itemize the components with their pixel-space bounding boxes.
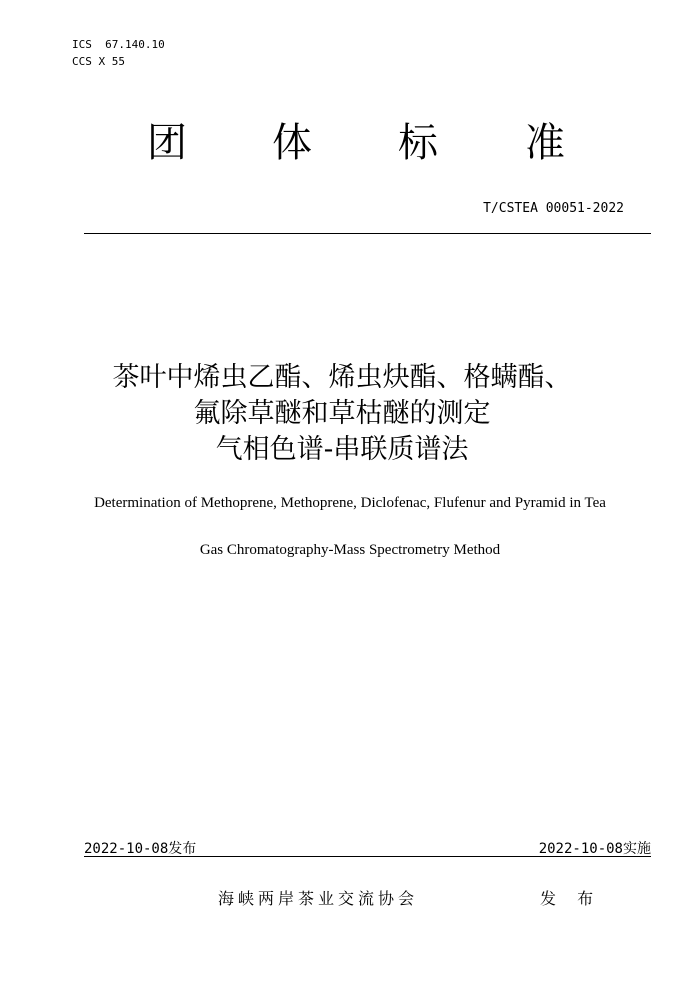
footer-divider [84,856,651,857]
standard-type-char: 标 [398,120,438,166]
publisher-name: 海峡两岸茶业交流协会 [218,889,419,908]
standard-type-char: 准 [525,120,565,166]
issue-date: 2022-10-08 [84,841,169,857]
implement-date: 2022-10-08 [538,841,623,857]
implement-date-block [539,838,651,858]
publish-label: 发 布 [540,889,602,908]
standard-type-char: 体 [272,120,312,166]
issue-label: 发布 [168,841,197,857]
title-line: 茶叶中烯虫乙酯、烯虫炔酯、格螨酯、 [112,362,572,393]
title-line: 气相色谱-串联质谱法 [215,434,469,465]
method-english: Gas Chromatography-Mass Spectrometry Method [199,542,501,558]
implement-label: 实施 [623,841,651,857]
standard-number: T/CSTEA 00051-2022 [483,201,624,216]
title-chinese [0,360,684,468]
title-line: 氟除草醚和草枯醚的测定 [193,398,491,429]
date-row [84,838,651,858]
ics-code: ICS 67.140.10 [72,38,165,51]
issue-date-block [84,838,196,858]
ccs-code: CCS X 55 [72,55,125,68]
standard-type-heading [147,118,570,168]
standard-type-char: 团 [147,120,187,166]
header-divider [84,233,651,234]
title-english: Determination of Methoprene, Methoprene, Diclofenac, Flufenur and Pyramid in Tea [94,495,606,511]
classification-codes [72,36,165,70]
